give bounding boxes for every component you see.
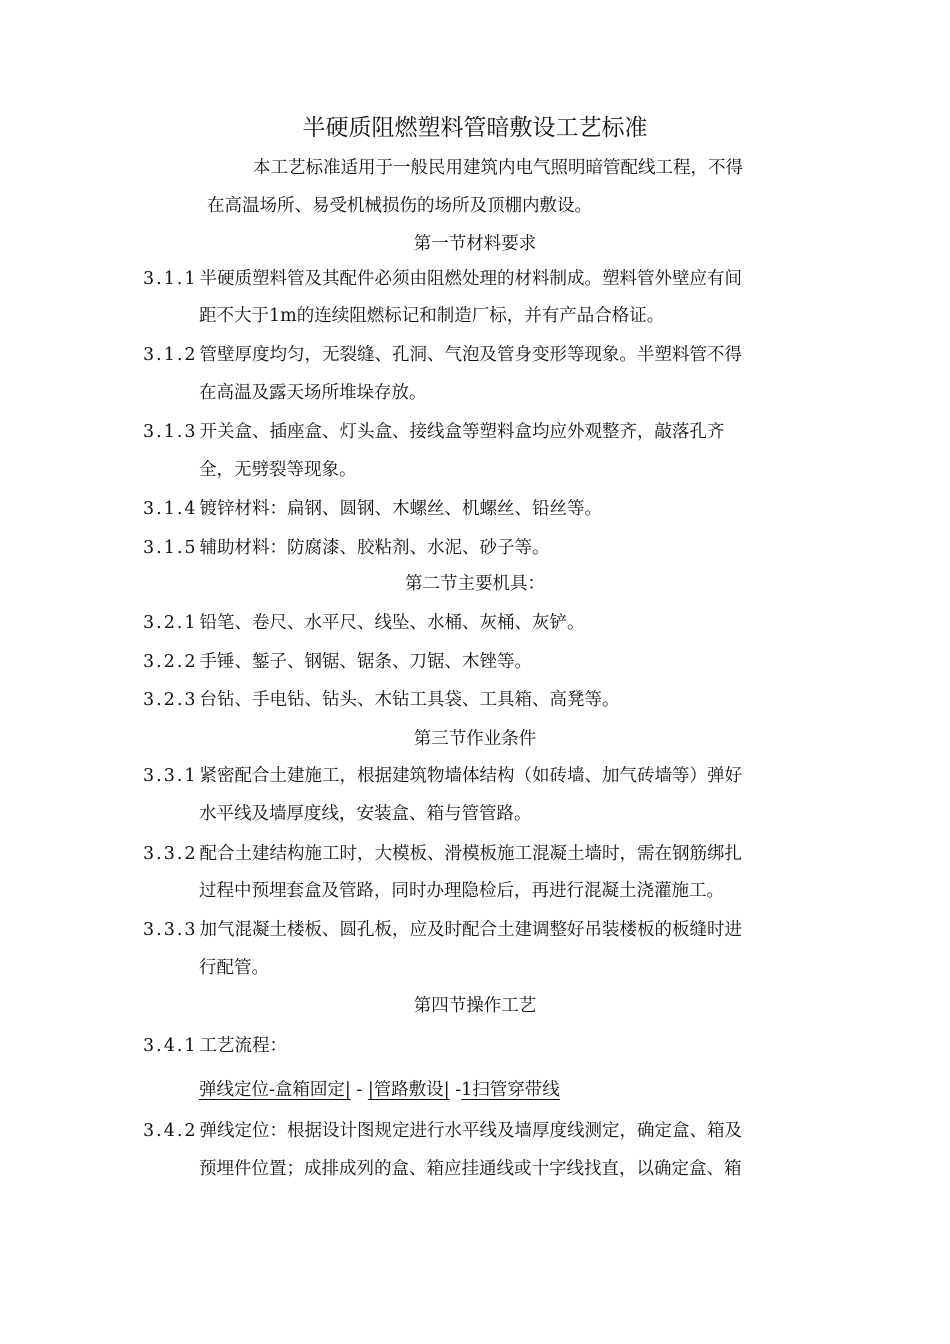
clause-3-1-3 xyxy=(143,420,725,444)
clause-text: 配合土建结构施工时，大模板、滑模板施工混凝土墙时，需在钢筋绑扎 xyxy=(199,844,743,864)
clause-number: 3.1.3 xyxy=(143,422,198,442)
clause-3-1-2 xyxy=(143,343,742,367)
clause-3-4-2 xyxy=(143,1119,742,1143)
clause-3-4-1 xyxy=(143,1034,287,1058)
section-heading-process: 第四节操作工艺 xyxy=(413,996,537,1016)
clause-3-1-1 xyxy=(143,267,742,291)
section-heading-conditions: 第三节作业条件 xyxy=(413,729,537,749)
process-flow xyxy=(199,1078,560,1102)
clause-number: 3.4.2 xyxy=(143,1121,198,1141)
clause-3-2-3 xyxy=(143,688,620,712)
clause-text: 开关盒、插座盒、灯头盒、接线盒等塑料盒均应外观整齐，敲落孔齐 xyxy=(199,422,725,442)
clause-number: 3.1.5 xyxy=(143,538,198,558)
flow-step-positioning: 弹线定位-盒箱固定| xyxy=(199,1080,351,1100)
clause-number: 3.1.4 xyxy=(143,499,198,519)
clause-text: 手锤、錾子、钢锯、锯条、刀锯、木锉等。 xyxy=(199,652,533,672)
clause-text: 工艺流程： xyxy=(199,1036,288,1056)
clause-number: 3.4.1 xyxy=(143,1036,198,1056)
intro-line-2: 在高温场所、易受机械损伤的场所及顶棚内敷设。 xyxy=(207,196,592,216)
clause-text: 管壁厚度均匀，无裂缝、孔洞、气泡及管身变形等现象。半塑料管不得 xyxy=(199,345,743,365)
clause-3-1-5 xyxy=(143,536,550,560)
section-heading-tools: 第二节主要机具： xyxy=(405,574,545,594)
clause-text: 紧密配合土建施工，根据建筑物墙体结构（如砖墙、加气砖墙等）弹好 xyxy=(199,766,743,786)
clause-number: 3.2.3 xyxy=(143,690,198,710)
clause-3-3-2 xyxy=(143,842,742,866)
flow-step-piping: |管路敷设| xyxy=(367,1080,450,1100)
clause-3-4-2-cont: 预埋件位置；成排成列的盒、箱应挂通线或十字线找直，以确定盒、箱 xyxy=(199,1159,742,1179)
clause-text: 加气混凝土楼板、圆孔板，应及时配合土建调整好吊装楼板的板缝时进 xyxy=(199,920,743,940)
clause-number: 3.3.3 xyxy=(143,920,198,940)
clause-text: 弹线定位：根据设计图规定进行水平线及墙厚度线测定，确定盒、箱及 xyxy=(199,1121,743,1141)
clause-3-3-1 xyxy=(143,764,742,788)
clause-3-1-1-cont: 距不大于1m的连续阻燃标记和制造厂标，并有产品合格证。 xyxy=(199,306,665,326)
clause-text: 镀锌材料：扁钢、圆钢、木螺丝、机螺丝、铅丝等。 xyxy=(199,499,603,519)
clause-3-1-2-cont: 在高温及露天场所堆垛存放。 xyxy=(199,383,427,403)
intro-line-1: 本工艺标准适用于一般民用建筑内电气照明暗管配线工程，不得 xyxy=(253,158,743,178)
flow-step-threading: 1扫管穿带线 xyxy=(461,1080,560,1100)
flow-separator: - xyxy=(350,1080,368,1100)
clause-number: 3.1.2 xyxy=(143,345,198,365)
clause-text: 台钻、手电钻、钻头、木钻工具袋、工具箱、高凳等。 xyxy=(199,690,620,710)
clause-3-2-2 xyxy=(143,650,532,674)
clause-3-2-1 xyxy=(143,611,585,635)
clause-3-3-2-cont: 过程中预埋套盒及管路，同时办理隐检后，再进行混凝土浇灌施工。 xyxy=(199,881,724,901)
clause-3-3-1-cont: 水平线及墙厚度线，安装盒、箱与管管路。 xyxy=(199,804,532,824)
clause-number: 3.2.1 xyxy=(143,613,198,633)
clause-3-1-4 xyxy=(143,497,602,521)
clause-number: 3.1.1 xyxy=(143,269,198,289)
clause-text: 辅助材料：防腐漆、胶粘剂、水泥、砂子等。 xyxy=(199,538,550,558)
clause-number: 3.3.1 xyxy=(143,766,198,786)
section-heading-materials: 第一节材料要求 xyxy=(413,234,537,254)
document-title: 半硬质阻燃塑料管暗敷设工艺标准 xyxy=(302,115,648,141)
clause-3-3-3-cont: 行配管。 xyxy=(199,958,269,978)
clause-text: 铅笔、卷尺、水平尺、线坠、水桶、灰桶、灰铲。 xyxy=(199,613,585,633)
flow-separator: - xyxy=(449,1080,462,1100)
clause-text: 半硬质塑料管及其配件必须由阻燃处理的材料制成。塑料管外壁应有间 xyxy=(199,269,743,289)
clause-3-1-3-cont: 全，无劈裂等现象。 xyxy=(199,460,357,480)
clause-number: 3.2.2 xyxy=(143,652,198,672)
clause-number: 3.3.2 xyxy=(143,844,198,864)
clause-3-3-3 xyxy=(143,918,742,942)
